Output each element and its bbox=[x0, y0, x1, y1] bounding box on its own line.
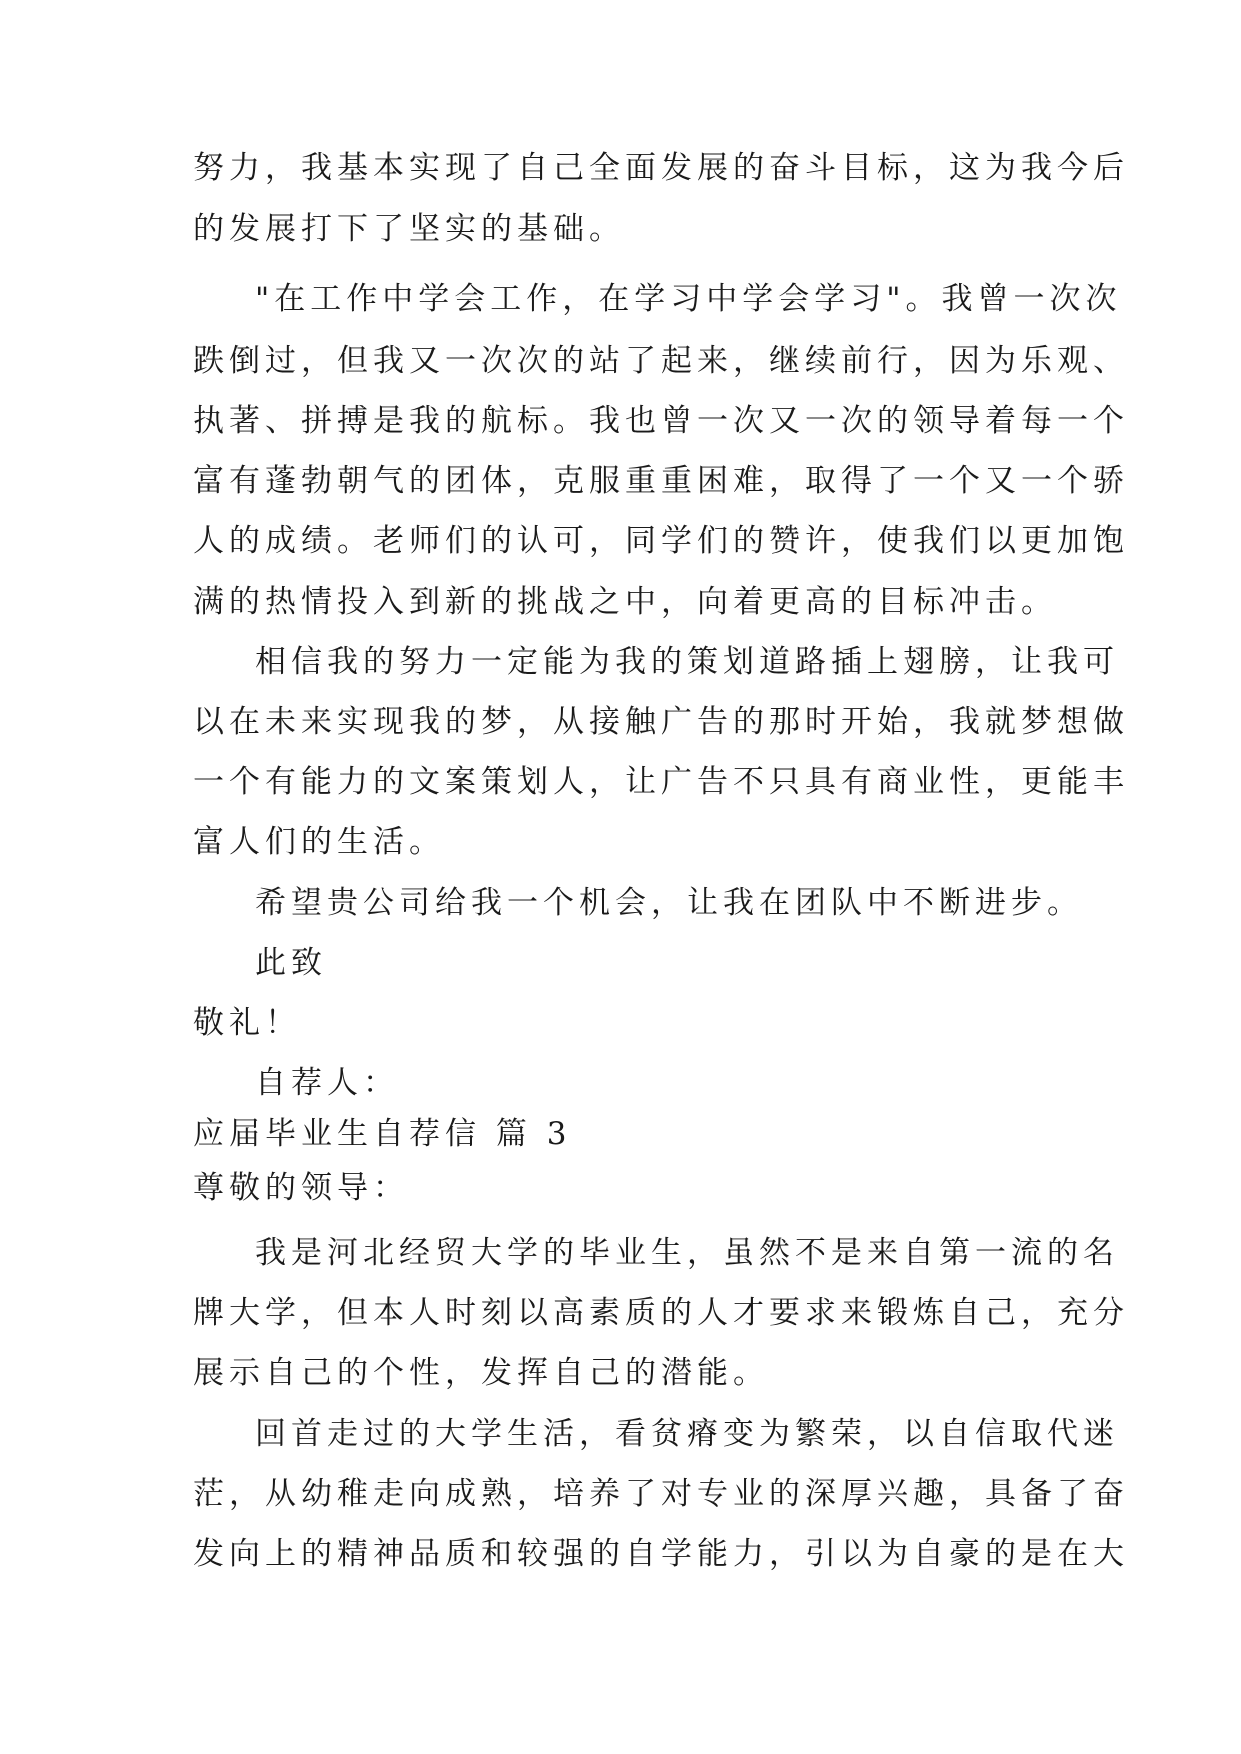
closing-salutation: 敬礼！ bbox=[193, 1005, 301, 1041]
paragraph-line: 跌倒过，但我又一次次的站了起来，继续前行，因为乐观、 bbox=[193, 343, 1129, 379]
paragraph-line: 努力，我基本实现了自己全面发展的奋斗目标，这为我今后 bbox=[193, 150, 1129, 186]
paragraph-line: 富人们的生活。 bbox=[193, 824, 445, 860]
closing-salutation: 此致 bbox=[255, 945, 327, 981]
paragraph-line: 的发展打下了坚实的基础。 bbox=[193, 211, 625, 247]
greeting: 尊敬的领导： bbox=[193, 1170, 409, 1206]
paragraph-line: 发向上的精神品质和较强的自学能力，引以为自豪的是在大 bbox=[193, 1536, 1129, 1572]
paragraph-line: 牌大学，但本人时刻以高素质的人才要求来锻炼自己，充分 bbox=[193, 1295, 1129, 1331]
signature-label: 自荐人： bbox=[255, 1065, 399, 1101]
paragraph-line: 人的成绩。老师们的认可，同学们的赞许，使我们以更加饱 bbox=[193, 523, 1129, 559]
paragraph-line: 展示自己的个性，发挥自己的潜能。 bbox=[193, 1355, 769, 1391]
paragraph-line: 相信我的努力一定能为我的策划道路插上翅膀，让我可 bbox=[255, 644, 1119, 680]
paragraph-line: 富有蓬勃朝气的团体，克服重重困难，取得了一个又一个骄 bbox=[193, 463, 1129, 499]
section-heading: 应届毕业生自荐信 篇 3 bbox=[193, 1116, 572, 1152]
paragraph-line: 茫，从幼稚走向成熟，培养了对专业的深厚兴趣，具备了奋 bbox=[193, 1476, 1129, 1512]
paragraph-line: 以在未来实现我的梦，从接触广告的那时开始，我就梦想做 bbox=[193, 704, 1129, 740]
paragraph-line: 我是河北经贸大学的毕业生，虽然不是来自第一流的名 bbox=[255, 1235, 1119, 1271]
paragraph-line: 满的热情投入到新的挑战之中，向着更高的目标冲击。 bbox=[193, 584, 1057, 620]
paragraph-line: 回首走过的大学生活，看贫瘠变为繁荣，以自信取代迷 bbox=[255, 1416, 1119, 1452]
paragraph-line: 希望贵公司给我一个机会，让我在团队中不断进步。 bbox=[255, 885, 1083, 921]
paragraph-line: "在工作中学会工作，在学习中学会学习"。我曾一次次 bbox=[255, 281, 1122, 317]
paragraph-line: 一个有能力的文案策划人，让广告不只具有商业性，更能丰 bbox=[193, 764, 1129, 800]
paragraph-line: 执著、拼搏是我的航标。我也曾一次又一次的领导着每一个 bbox=[193, 403, 1129, 439]
